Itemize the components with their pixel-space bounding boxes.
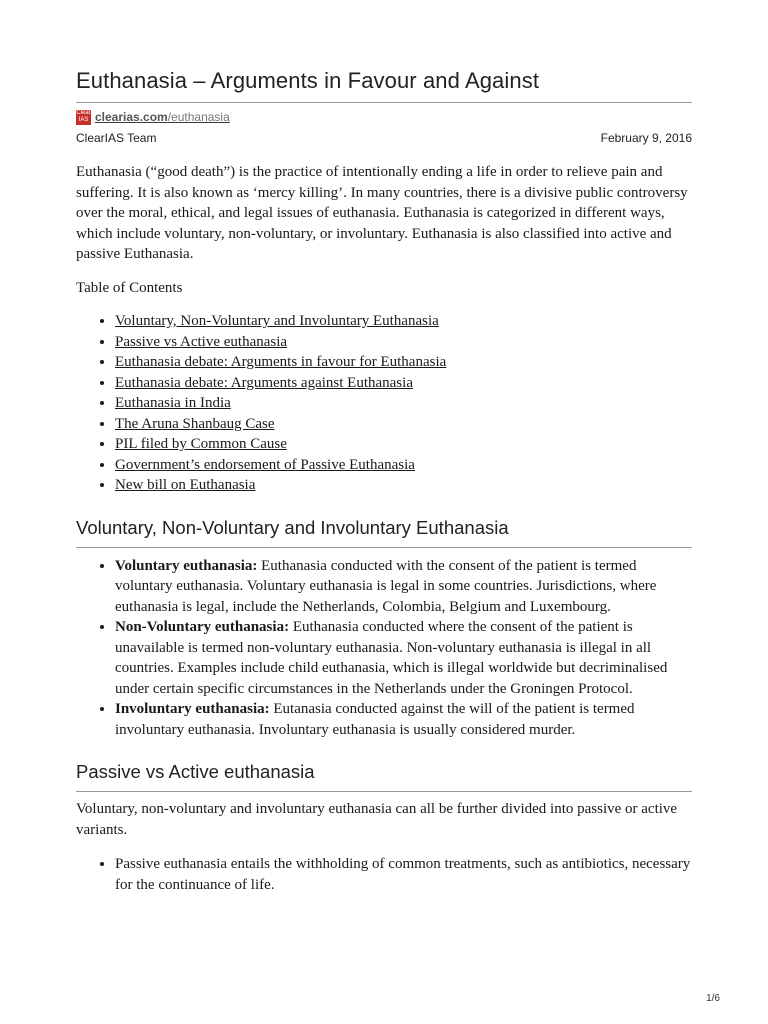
toc-link[interactable]: Voluntary, Non-Voluntary and Involuntary Euthanasia xyxy=(115,313,439,329)
article xyxy=(76,0,692,895)
list-item xyxy=(115,617,692,699)
section-heading-types: Voluntary, Non-Voluntary and Involuntary Euthanasia xyxy=(76,517,692,548)
term: Voluntary euthanasia: xyxy=(115,557,258,574)
section-paragraph: Voluntary, non-voluntary and involuntary euthanasia can all be further divided into passive or active variants. xyxy=(76,801,678,838)
article-meta xyxy=(76,131,692,145)
definition: Euthanasia conducted where the consent of the patient is unavailable is termed non-voluntary euthanasia. Non-voluntary euthanasia is illegal in all countries. Examples include child euthanasia, which is illegal worldwide but decriminalised under certain specific circumstances in the Netherlands under the Groningen Protocol. xyxy=(115,619,668,697)
section-heading-passive-active: Passive vs Active euthanasia xyxy=(76,761,692,792)
toc-item xyxy=(115,475,692,496)
list-item: • Passive euthanasia entails the withholding of common treatments, such as antibiotics, necessary for the continuance of life. xyxy=(115,854,692,895)
toc-item xyxy=(115,311,692,332)
author: ClearIAS Team xyxy=(76,131,157,145)
source-link[interactable]: clearias.com/euthanasia xyxy=(95,110,230,124)
toc-link[interactable]: New bill on Euthanasia xyxy=(115,477,256,493)
page-number: 1/6 xyxy=(706,993,720,1004)
term: Involuntary euthanasia: xyxy=(115,701,270,717)
list-item xyxy=(115,556,692,618)
definition: Euthanasia conducted with the consent of the patient is termed voluntary euthanasia. Voluntary euthanasia is legal in some countries. Jurisdictions, where euthanasia is legal, include the Netherlands, Colombia, Belgium and Luxembourg. xyxy=(115,557,657,615)
toc-link[interactable]: PIL filed by Common Cause xyxy=(115,436,287,452)
toc-item xyxy=(115,332,692,353)
toc-link[interactable]: Euthanasia debate: Arguments in favour for Euthanasia xyxy=(115,354,447,370)
toc-title: Table of Contents xyxy=(76,279,183,296)
definition: Eutanasia conducted against the will of the patient is termed involuntary euthanasia. Involuntary euthanasia is usually considered murder. xyxy=(115,701,635,738)
table-of-contents xyxy=(76,311,692,496)
toc-item xyxy=(115,414,692,435)
euthanasia-types-list xyxy=(76,556,692,741)
intro-paragraph: Euthanasia (“good death”) is the practice of intentionally ending a life in order to relieve pain and suffering. It is also known as ‘mercy killing’. In many countries, there is a divisive public controversy over the moral, ethical, and legal issues of euthanasia. Euthanasia is categorized in different ways, which include voluntary, non-voluntary, or involuntary. Euthanasia is also classified into active and passive Euthanasia. xyxy=(76,164,688,262)
toc-link[interactable]: The Aruna Shanbaug Case xyxy=(115,415,275,432)
passive-active-list xyxy=(76,854,692,895)
toc-link[interactable]: Passive vs Active euthanasia xyxy=(115,333,288,350)
page-title: Euthanasia – Arguments in Favour and Against xyxy=(76,0,692,103)
list-item xyxy=(115,699,692,740)
toc-link[interactable]: Euthanasia in India xyxy=(115,395,231,411)
publish-date: February 9, 2016 xyxy=(600,131,692,145)
toc-link[interactable]: Euthanasia debate: Arguments against Euthanasia xyxy=(115,374,413,391)
toc-link[interactable]: Government’s endorsement of Passive Euthanasia xyxy=(115,456,415,473)
term: Non-Voluntary euthanasia: xyxy=(115,619,290,635)
clearias-logo: Clear IAS xyxy=(76,110,91,123)
toc-item xyxy=(115,393,692,414)
toc-item xyxy=(115,455,692,476)
toc-item xyxy=(115,352,692,373)
toc-item xyxy=(115,373,692,394)
toc-item xyxy=(115,434,692,455)
source-line xyxy=(76,108,692,126)
